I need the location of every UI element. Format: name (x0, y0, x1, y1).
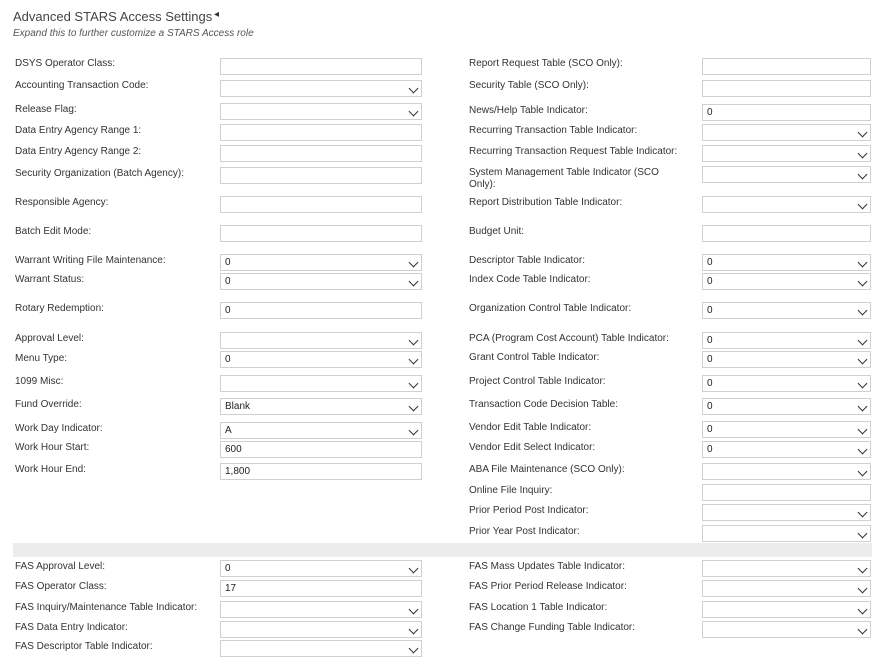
vendor-edit-table-indicator-value: 0 (707, 424, 713, 435)
system-management-table-indicator-sco-only-label: System Management Table Indicator (SCO Only): (469, 167, 659, 190)
organization-control-table-indicator-value: 0 (707, 305, 713, 316)
budget-unit-label: Budget Unit: (469, 226, 525, 237)
report-request-table-sco-only-label: Report Request Table (SCO Only): (469, 58, 623, 69)
dsys-operator-class-label: DSYS Operator Class: (15, 58, 116, 69)
transaction-code-decision-table-value: 0 (707, 401, 713, 412)
work-hour-end-input[interactable] (220, 463, 422, 480)
descriptor-table-indicator-label: Descriptor Table Indicator: (469, 255, 585, 266)
chevron-down-icon (858, 625, 868, 635)
1099-misc-label: 1099 Misc: (15, 376, 64, 387)
chevron-down-icon (858, 379, 868, 389)
chevron-down-icon (409, 258, 419, 268)
recurring-transaction-request-table-indicator-select[interactable] (702, 145, 871, 162)
approval-level-select[interactable] (220, 332, 422, 349)
pca-program-cost-account-table-indicator-value: 0 (707, 335, 713, 346)
chevron-down-icon (409, 402, 419, 412)
batch-edit-mode-input[interactable] (220, 225, 422, 242)
prior-period-post-indicator-select[interactable] (702, 504, 871, 521)
vendor-edit-select-indicator-label: Vendor Edit Select Indicator: (469, 442, 596, 453)
organization-control-table-indicator-label: Organization Control Table Indicator: (469, 303, 632, 314)
chevron-down-icon (858, 128, 868, 138)
chevron-down-icon (409, 564, 419, 574)
recurring-transaction-table-indicator-label: Recurring Transaction Table Indicator: (469, 125, 638, 136)
online-file-inquiry-input[interactable] (702, 484, 871, 501)
aba-file-maintenance-sco-only-select[interactable] (702, 463, 871, 480)
fas-mass-updates-table-indicator-label: FAS Mass Updates Table Indicator: (469, 561, 626, 572)
chevron-down-icon (858, 564, 868, 574)
security-organization-batch-agency-label: Security Organization (Batch Agency): (15, 168, 184, 179)
fund-override-value: Blank (225, 401, 251, 412)
chevron-down-icon (409, 355, 419, 365)
chevron-down-icon (858, 508, 868, 518)
chevron-down-icon (858, 306, 868, 316)
section-divider (13, 543, 872, 557)
fund-override-select[interactable] (220, 398, 422, 415)
prior-year-post-indicator-select[interactable] (702, 525, 871, 542)
warrant-writing-file-maintenance-select[interactable] (220, 254, 422, 271)
fas-operator-class-input[interactable] (220, 580, 422, 597)
data-entry-agency-range-1-label: Data Entry Agency Range 1: (15, 125, 142, 136)
vendor-edit-table-indicator-label: Vendor Edit Table Indicator: (469, 422, 592, 433)
project-control-table-indicator-label: Project Control Table Indicator: (469, 376, 606, 387)
warrant-status-value: 0 (225, 276, 231, 287)
chevron-down-icon (858, 467, 868, 477)
fas-location-1-table-indicator-select[interactable] (702, 601, 871, 618)
transaction-code-decision-table-label: Transaction Code Decision Table: (469, 399, 618, 410)
index-code-table-indicator-label: Index Code Table Indicator: (469, 274, 591, 285)
security-table-sco-only-input[interactable] (702, 80, 871, 97)
chevron-down-icon (409, 379, 419, 389)
fund-override-label: Fund Override: (15, 399, 82, 410)
work-hour-start-value: 600 (225, 444, 242, 455)
work-hour-start-input[interactable] (220, 441, 422, 458)
vendor-edit-table-indicator-select[interactable] (702, 421, 871, 438)
descriptor-table-indicator-select[interactable] (702, 254, 871, 271)
fas-descriptor-table-indicator-select[interactable] (220, 640, 422, 657)
warrant-writing-file-maintenance-label: Warrant Writing File Maintenance: (15, 255, 166, 266)
release-flag-label: Release Flag: (15, 104, 77, 115)
chevron-down-icon (409, 336, 419, 346)
chevron-down-icon (858, 170, 868, 180)
grant-control-table-indicator-label: Grant Control Table Indicator: (469, 352, 600, 363)
news-help-table-indicator-value: 0 (707, 107, 713, 118)
chevron-down-icon (858, 336, 868, 346)
grant-control-table-indicator-value: 0 (707, 354, 713, 365)
fas-approval-level-value: 0 (225, 563, 231, 574)
fas-inquiry-maintenance-table-indicator-label: FAS Inquiry/Maintenance Table Indicator: (15, 602, 198, 613)
news-help-table-indicator-input[interactable] (702, 104, 871, 121)
dsys-operator-class-input[interactable] (220, 58, 422, 75)
work-day-indicator-value: A (225, 425, 232, 436)
rotary-redemption-value: 0 (225, 305, 231, 316)
responsible-agency-input[interactable] (220, 196, 422, 213)
prior-year-post-indicator-label: Prior Year Post Indicator: (469, 526, 580, 537)
chevron-down-icon (409, 625, 419, 635)
vendor-edit-select-indicator-select[interactable] (702, 441, 871, 458)
transaction-code-decision-table-select[interactable] (702, 398, 871, 415)
rotary-redemption-label: Rotary Redemption: (15, 303, 104, 314)
fas-inquiry-maintenance-table-indicator-select[interactable] (220, 601, 422, 618)
accounting-transaction-code-label: Accounting Transaction Code: (15, 80, 149, 91)
project-control-table-indicator-value: 0 (707, 378, 713, 389)
work-hour-end-value: 1,800 (225, 466, 251, 477)
warrant-writing-file-maintenance-value: 0 (225, 257, 231, 268)
fas-operator-class-label: FAS Operator Class: (15, 581, 107, 592)
chevron-down-icon (409, 107, 419, 117)
prior-period-post-indicator-label: Prior Period Post Indicator: (469, 505, 589, 516)
chevron-down-icon (858, 584, 868, 594)
chevron-down-icon (409, 84, 419, 94)
warrant-status-select[interactable] (220, 273, 422, 290)
report-distribution-table-indicator-label: Report Distribution Table Indicator: (469, 197, 623, 208)
recurring-transaction-request-table-indicator-label: Recurring Transaction Request Table Indicator: (469, 146, 678, 157)
fas-descriptor-table-indicator-label: FAS Descriptor Table Indicator: (15, 641, 153, 652)
chevron-down-icon (858, 149, 868, 159)
fas-data-entry-indicator-label: FAS Data Entry Indicator: (15, 622, 128, 633)
chevron-down-icon (858, 529, 868, 539)
fas-mass-updates-table-indicator-select[interactable] (702, 560, 871, 577)
report-request-table-sco-only-input[interactable] (702, 58, 871, 75)
online-file-inquiry-label: Online File Inquiry: (469, 485, 553, 496)
chevron-down-icon (409, 277, 419, 287)
release-flag-select[interactable] (220, 103, 422, 120)
chevron-down-icon (858, 605, 868, 615)
budget-unit-input[interactable] (702, 225, 871, 242)
collapse-caret-icon[interactable]: ◂ (214, 9, 220, 20)
work-day-indicator-label: Work Day Indicator: (15, 423, 103, 434)
news-help-table-indicator-label: News/Help Table Indicator: (469, 105, 588, 116)
warrant-status-label: Warrant Status: (15, 274, 85, 285)
chevron-down-icon (409, 644, 419, 654)
rotary-redemption-input[interactable] (220, 302, 422, 319)
pca-program-cost-account-table-indicator-select[interactable] (702, 332, 871, 349)
data-entry-agency-range-2-input[interactable] (220, 145, 422, 162)
security-table-sco-only-label: Security Table (SCO Only): (469, 80, 589, 91)
chevron-down-icon (858, 277, 868, 287)
pca-program-cost-account-table-indicator-label: PCA (Program Cost Account) Table Indicator: (469, 333, 669, 344)
fas-prior-period-release-indicator-select[interactable] (702, 580, 871, 597)
chevron-down-icon (409, 426, 419, 436)
vendor-edit-select-indicator-value: 0 (707, 444, 713, 455)
organization-control-table-indicator-select[interactable] (702, 302, 871, 319)
menu-type-select[interactable] (220, 351, 422, 368)
fas-prior-period-release-indicator-label: FAS Prior Period Release Indicator: (469, 581, 627, 592)
index-code-table-indicator-value: 0 (707, 276, 713, 287)
chevron-down-icon (858, 445, 868, 455)
work-hour-start-label: Work Hour Start: (15, 442, 90, 453)
batch-edit-mode-label: Batch Edit Mode: (15, 226, 92, 237)
fas-change-funding-table-indicator-label: FAS Change Funding Table Indicator: (469, 622, 636, 633)
fas-change-funding-table-indicator-select[interactable] (702, 621, 871, 638)
work-day-indicator-select[interactable] (220, 422, 422, 439)
chevron-down-icon (858, 402, 868, 412)
menu-type-label: Menu Type: (15, 353, 68, 364)
report-distribution-table-indicator-select[interactable] (702, 196, 871, 213)
menu-type-value: 0 (225, 354, 231, 365)
1099-misc-select[interactable] (220, 375, 422, 392)
data-entry-agency-range-1-input[interactable] (220, 124, 422, 141)
aba-file-maintenance-sco-only-label: ABA File Maintenance (SCO Only): (469, 464, 625, 475)
work-hour-end-label: Work Hour End: (15, 464, 86, 475)
header-subtitle: Expand this to further customize a STARS Access role (13, 28, 254, 39)
chevron-down-icon (409, 605, 419, 615)
grant-control-table-indicator-select[interactable] (702, 351, 871, 368)
chevron-down-icon (858, 200, 868, 210)
responsible-agency-label: Responsible Agency: (15, 197, 109, 208)
recurring-transaction-table-indicator-select[interactable] (702, 124, 871, 141)
system-management-table-indicator-sco-only-select[interactable] (702, 166, 871, 183)
fas-approval-level-label: FAS Approval Level: (15, 561, 106, 572)
approval-level-label: Approval Level: (15, 333, 84, 344)
security-organization-batch-agency-input[interactable] (220, 167, 422, 184)
fas-data-entry-indicator-select[interactable] (220, 621, 422, 638)
index-code-table-indicator-select[interactable] (702, 273, 871, 290)
chevron-down-icon (858, 258, 868, 268)
fas-approval-level-select[interactable] (220, 560, 422, 577)
descriptor-table-indicator-value: 0 (707, 257, 713, 268)
project-control-table-indicator-select[interactable] (702, 375, 871, 392)
chevron-down-icon (858, 355, 868, 365)
fas-location-1-table-indicator-label: FAS Location 1 Table Indicator: (469, 602, 608, 613)
fas-operator-class-value: 17 (225, 583, 237, 594)
header-title: Advanced STARS Access Settings (13, 9, 213, 24)
chevron-down-icon (858, 425, 868, 435)
accounting-transaction-code-select[interactable] (220, 80, 422, 97)
data-entry-agency-range-2-label: Data Entry Agency Range 2: (15, 146, 142, 157)
